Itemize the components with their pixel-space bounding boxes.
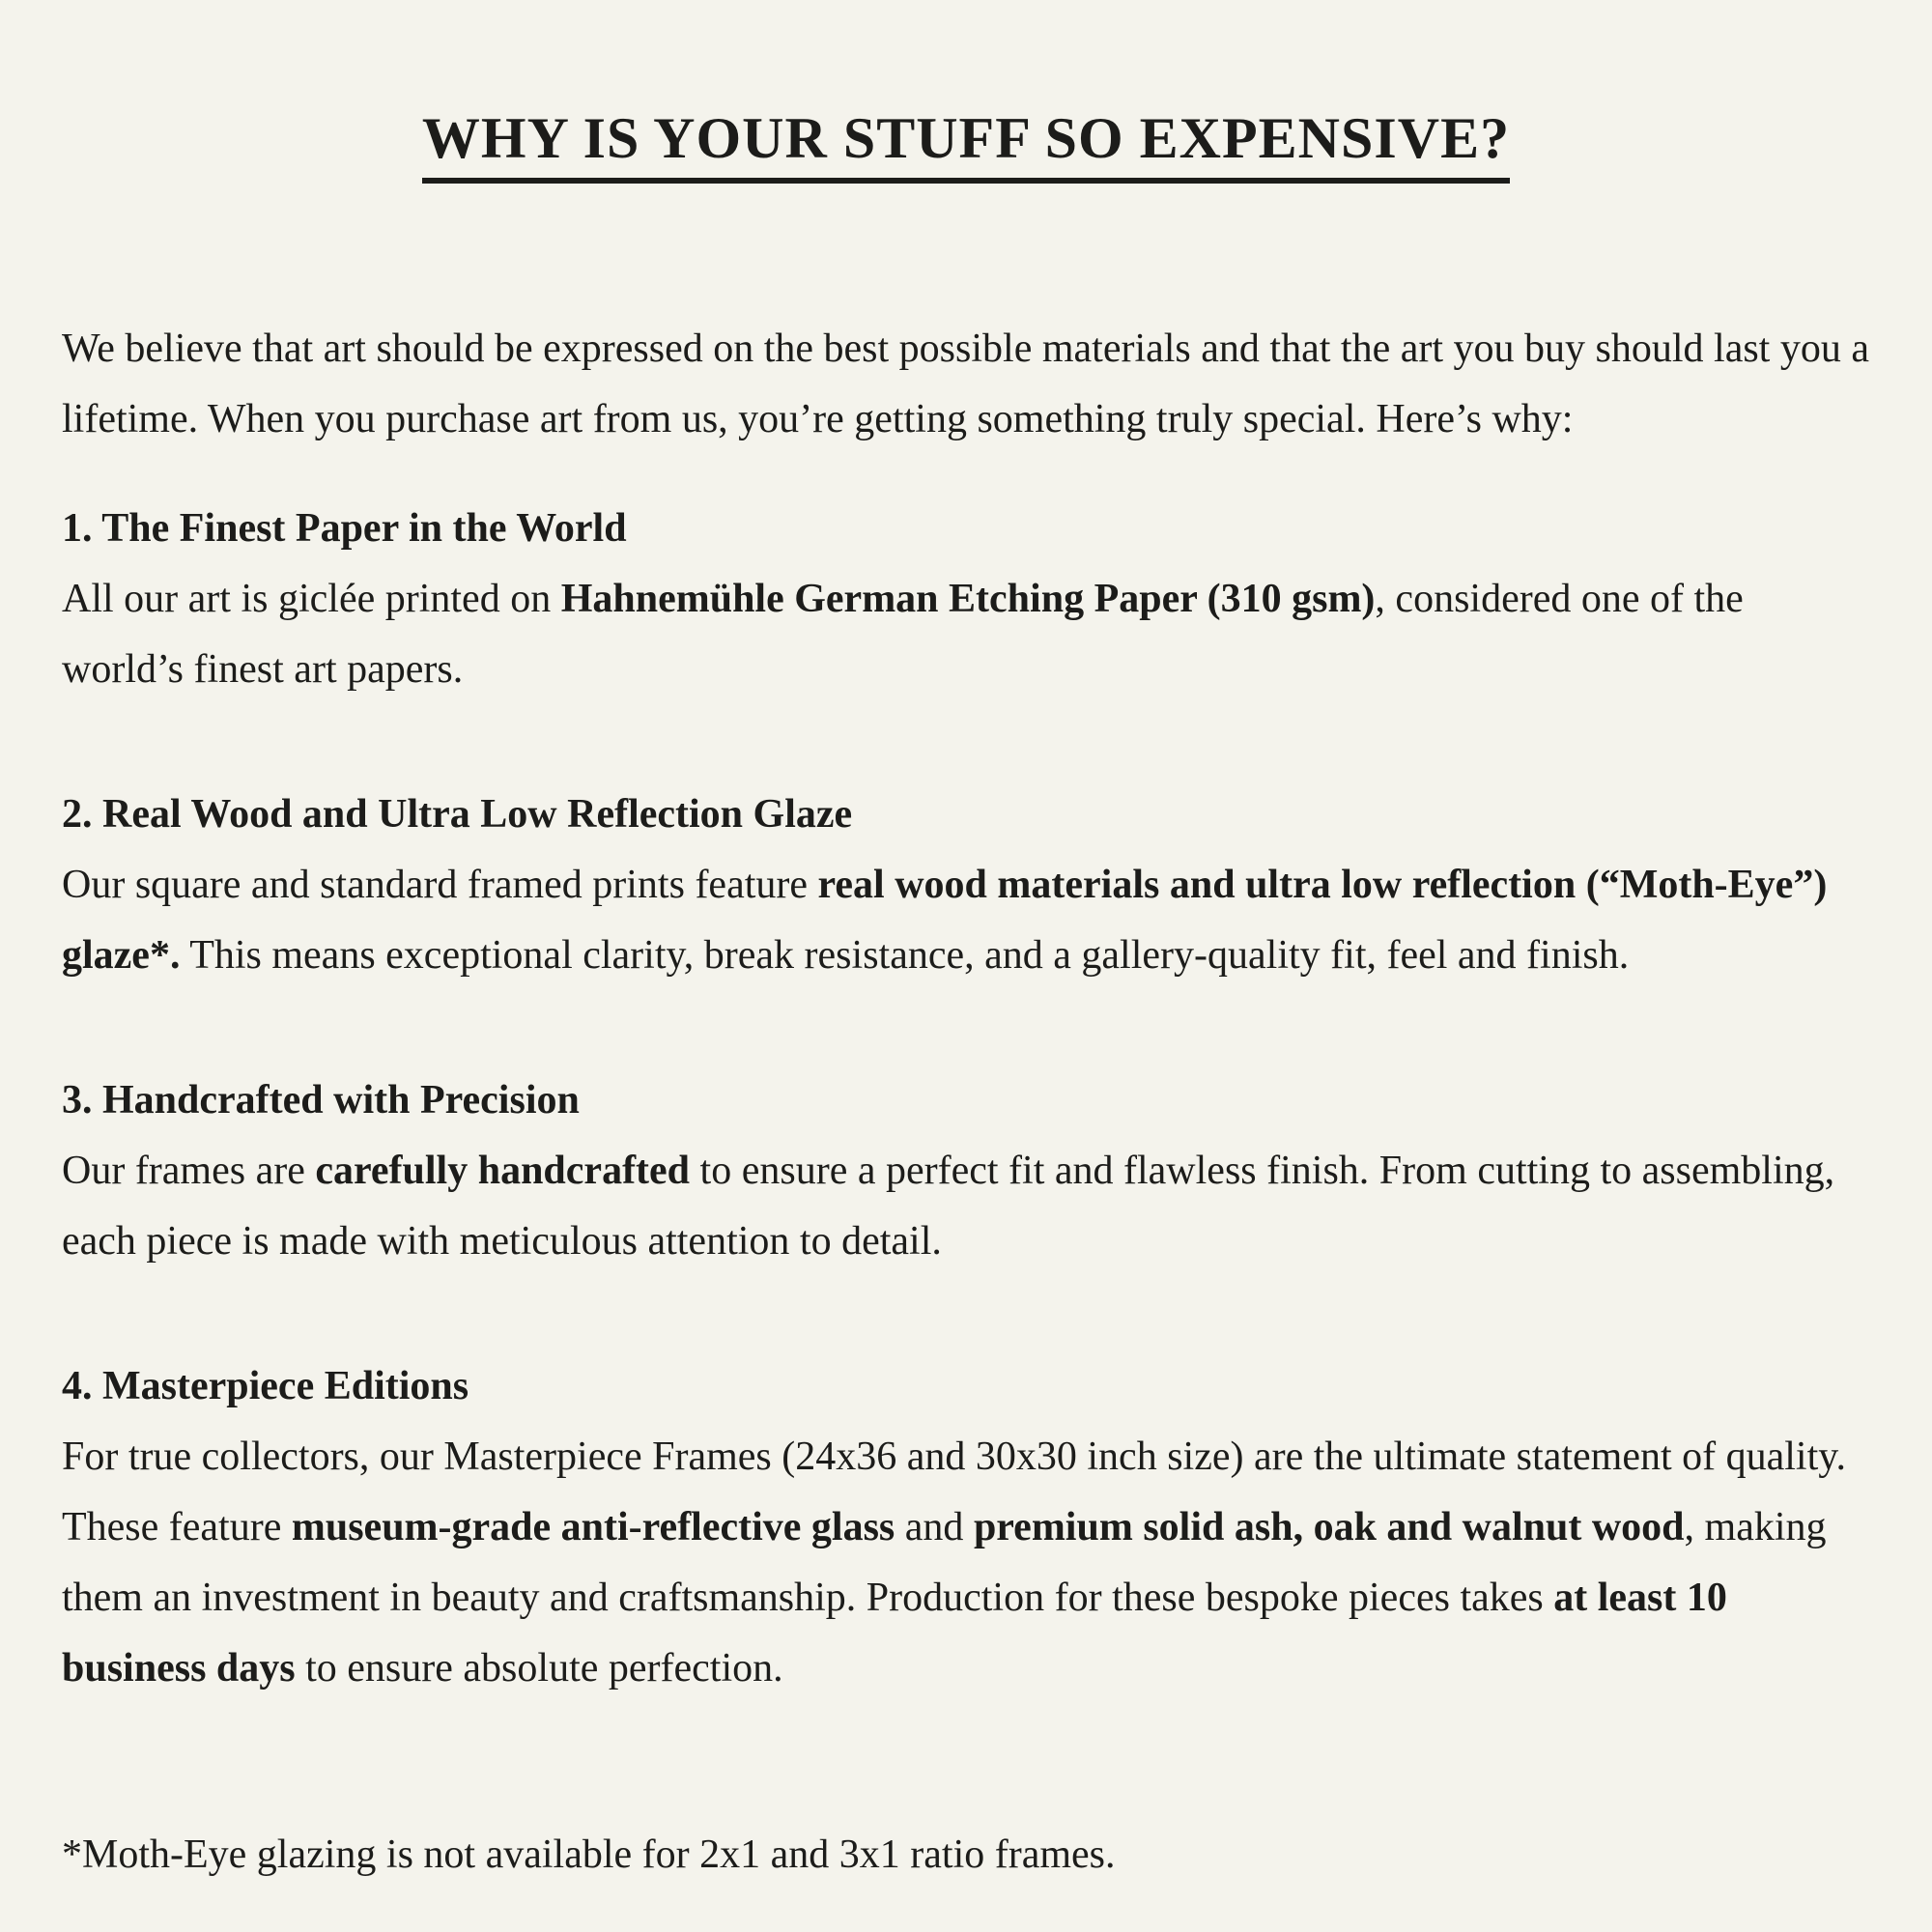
section-heading: 1. The Finest Paper in the World	[62, 506, 627, 552]
section-heading: 3. Handcrafted with Precision	[62, 1078, 580, 1123]
emphasized-text: carefully handcrafted	[315, 1149, 691, 1194]
emphasized-text: museum-grade anti-reflective glass	[291, 1505, 895, 1550]
emphasized-text: real wood materials and ultra low reflection (“Moth-Eye”) glaze*.	[62, 863, 1828, 979]
body-text: Our frames are	[62, 1149, 316, 1194]
content-section	[62, 494, 1870, 705]
section-heading: 4. Masterpiece Editions	[62, 1364, 469, 1409]
section-heading: 2. Real Wood and Ultra Low Reflection Glaze	[62, 792, 853, 838]
page-title: WHY IS YOUR STUFF SO EXPENSIVE?	[422, 106, 1510, 184]
section-paragraph	[62, 1422, 1870, 1704]
emphasized-text: at least 10 business days	[62, 1576, 1727, 1691]
section-paragraph	[62, 564, 1870, 705]
page-title-container	[62, 68, 1870, 222]
section-paragraph	[62, 1136, 1870, 1277]
body-text: Our square and standard framed prints feature	[62, 863, 818, 908]
body-text: All our art is giclée printed on	[62, 577, 561, 622]
body-text: to ensure a perfect fit and flawless finish. From cutting to assembling, each piece is made with meticulous attention to detail.	[62, 1149, 1835, 1264]
content-section	[62, 1351, 1870, 1704]
emphasized-text: premium solid ash, oak and walnut wood	[973, 1505, 1685, 1550]
body-text: , making them an investment in beauty and craftsmanship. Production for these bespoke pieces takes	[62, 1505, 1827, 1621]
sections-container	[62, 494, 1870, 1704]
content-section	[62, 780, 1870, 991]
emphasized-text: Hahnemühle German Etching Paper (310 gsm)	[560, 577, 1376, 622]
body-text: to ensure absolute perfection.	[295, 1646, 783, 1691]
footnote: *Moth-Eye glazing is not available for 2x1 and 3x1 ratio frames.	[62, 1833, 1116, 1878]
body-text: For true collectors, our Masterpiece Frames (24x36 and 30x30 inch size) are the ultimate statement of quality. These feature	[62, 1435, 1847, 1550]
body-text: This means exceptional clarity, break resistance, and a gallery-quality fit, feel and finish.	[180, 933, 1630, 979]
intro-paragraph: We believe that art should be expressed on the best possible materials and that the art you buy should last you a lifetime. When you purchase art from us, you’re getting something truly special. Here’s why:	[62, 327, 1869, 442]
section-paragraph	[62, 850, 1870, 991]
body-text: and	[895, 1505, 974, 1550]
content-section	[62, 1065, 1870, 1277]
body-text: , considered one of the world’s finest art papers.	[62, 577, 1744, 693]
